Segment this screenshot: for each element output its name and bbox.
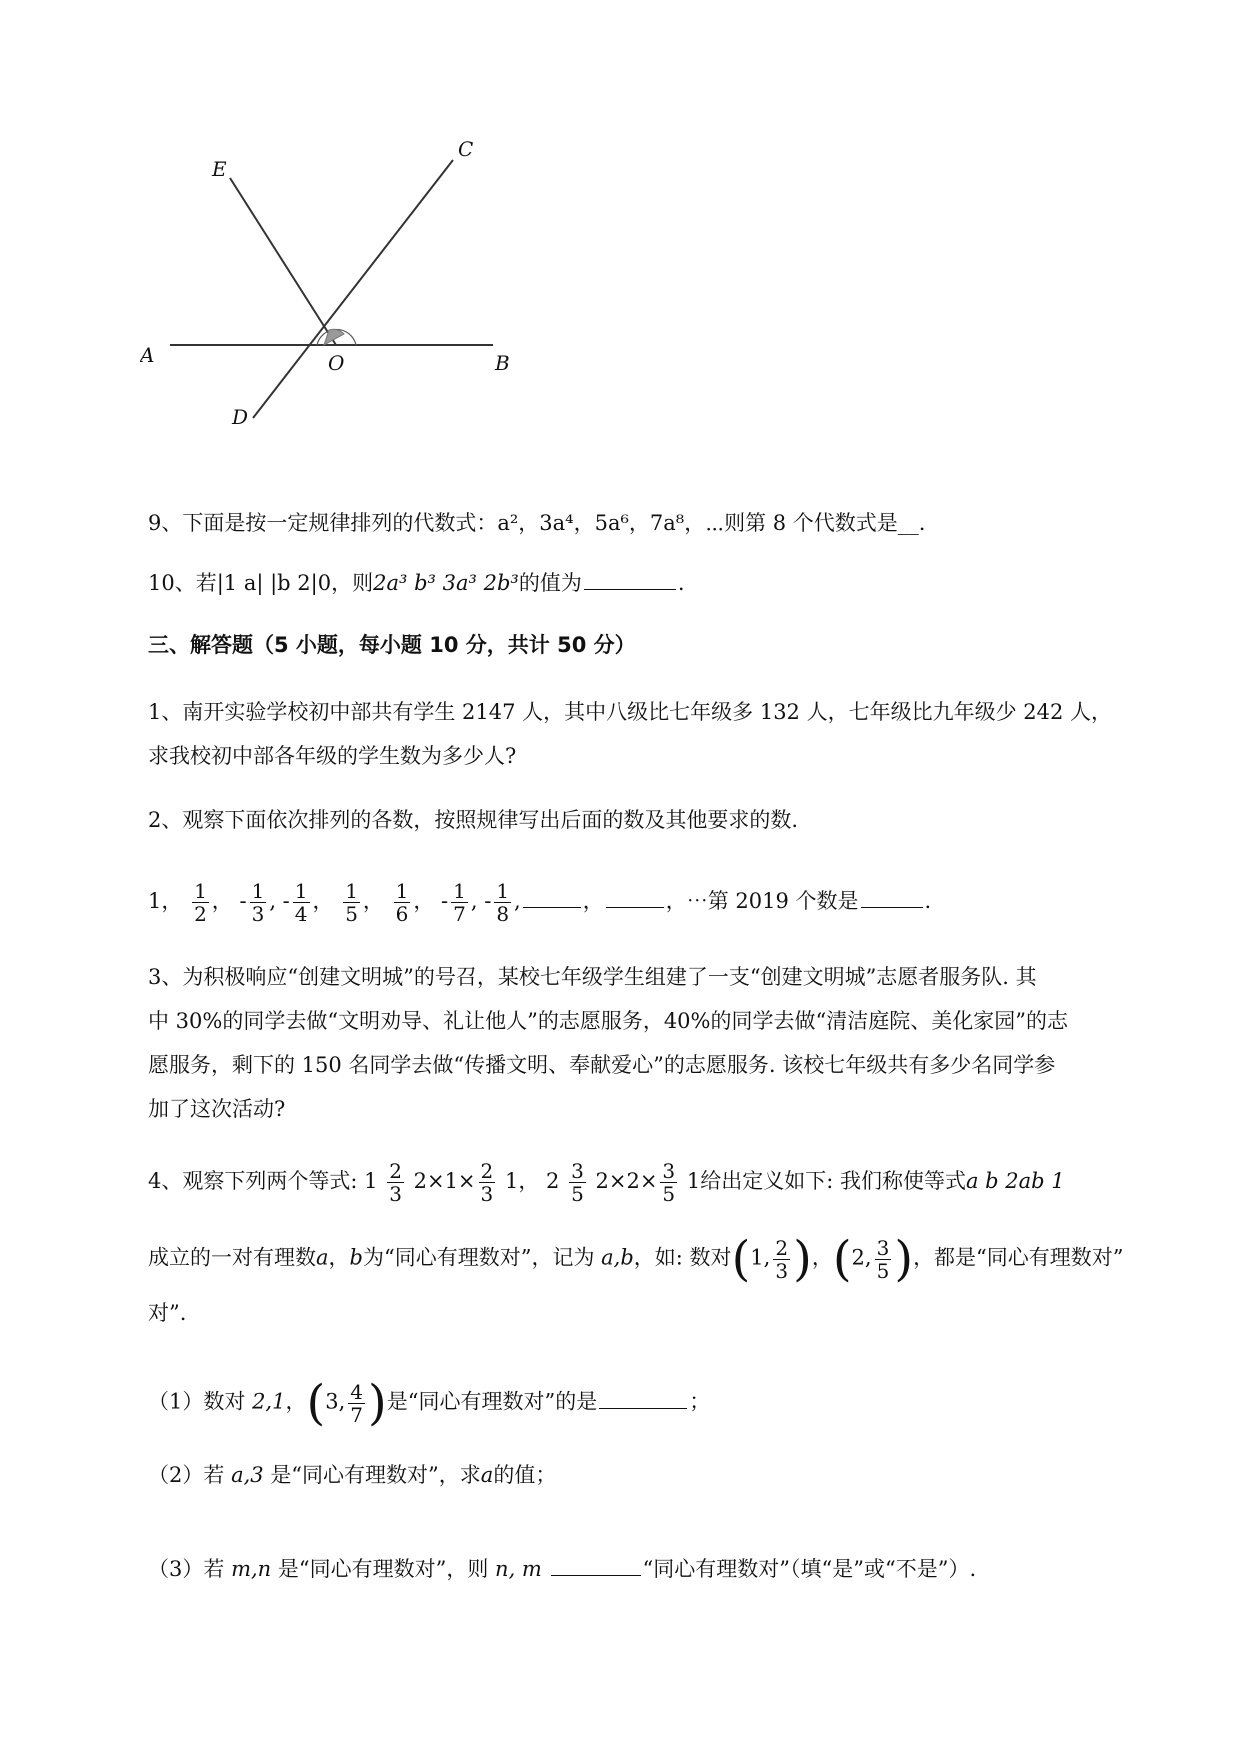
fraction	[773, 1237, 790, 1282]
label-o: O	[328, 351, 345, 375]
denominator: 7	[350, 1402, 363, 1427]
problem-1-line-1	[148, 697, 1112, 727]
problem-2-line-1	[148, 805, 798, 835]
question-10-mid: 0，则	[317, 571, 374, 595]
sub-question-1	[148, 1375, 711, 1431]
problem-3-text-4: 加了这次活动?	[148, 1097, 286, 1121]
equation-2-rhs: 2×2×	[595, 1169, 658, 1193]
answer-blank[interactable]	[599, 1388, 687, 1409]
problem-3-line-3	[148, 1050, 1055, 1080]
question-10-suffix: 的值为	[518, 571, 582, 595]
numerator: 1	[496, 879, 510, 903]
pair-value: m,n	[231, 1557, 272, 1581]
equation-2-lhs: 2	[546, 1169, 560, 1193]
text: ；	[689, 1389, 711, 1414]
pair-value: a,3	[231, 1463, 264, 1487]
label-b: B	[495, 351, 510, 375]
sub-question-2	[148, 1460, 556, 1490]
text: ，如: 数对	[633, 1245, 732, 1270]
problem-3-line-1	[148, 962, 1037, 992]
numerator: 2	[389, 1159, 402, 1183]
variable-a: a	[316, 1245, 329, 1270]
numerator: 3	[571, 1159, 584, 1183]
problem-1-line-2	[148, 741, 516, 771]
problem-4-line-3	[148, 1298, 186, 1328]
variable-b: b	[349, 1245, 363, 1270]
fraction	[394, 880, 411, 925]
denominator: 8	[496, 902, 510, 926]
angle-figure	[140, 130, 520, 430]
denominator: 3	[480, 1182, 494, 1206]
denominator: 5	[876, 1258, 890, 1283]
text: ，	[285, 1389, 307, 1414]
numerator: 1	[251, 879, 265, 903]
pair-value: 2,1	[252, 1389, 286, 1414]
text: 对”.	[148, 1301, 187, 1325]
pair-value: 1,	[750, 1245, 771, 1270]
numerator: 1	[294, 879, 308, 903]
denominator: 5	[571, 1182, 584, 1206]
text: 是“同心有理数对”，求	[270, 1463, 481, 1487]
equation-1-end: 1，	[504, 1169, 540, 1193]
sub-question-3	[148, 1554, 976, 1584]
fraction	[192, 880, 209, 925]
denominator: 7	[453, 902, 466, 926]
problem-3-text-3: 愿服务，剩下的 150 名同学去做“传播文明、奉献爱心”的志愿服务. 该校七年级共有多少名同学参	[148, 1053, 1056, 1077]
text: ，	[328, 1245, 350, 1270]
question-9-text: 9、下面是按一定规律排列的代数式：a²，3a⁴，5a⁶，7a⁸，⋯则第 8 个代数式是__.	[148, 511, 926, 535]
numerator: 1	[395, 879, 409, 903]
variable-a: a	[480, 1463, 494, 1487]
problem-2-text-1: 2、观察下面依次排列的各数，按照规律写出后面的数及其他要求的数.	[148, 808, 799, 832]
numerator: 1	[345, 879, 358, 903]
pair-ab: a,b	[601, 1245, 634, 1270]
question-10-expr: 2a³ b³ 3a³ 2b³	[373, 571, 519, 595]
answer-blank[interactable]	[861, 887, 923, 908]
text: 成立的一对有理数	[148, 1245, 316, 1270]
problem-2-sequence: 1， $\frac{1}{2}$ ， - $\frac{1}{3}$ , - $\frac{1}{4}$ ， $\frac{1}{5}$ ， $\frac{1}{6}$ ， - $\frac{1}{7}$ , - $\frac{1}{8}$ , ， ，⋯第 2019 个数是 .	[148, 879, 932, 926]
sequence-tail: ⋯第 2019 个数是	[686, 889, 859, 913]
question-9	[148, 508, 925, 538]
numerator: 2	[480, 1159, 494, 1183]
problem-4-line-1	[148, 1160, 1065, 1205]
definition-text: 1给出定义如下: 我们称使等式	[686, 1169, 966, 1193]
question-10-prefix: 10、若|1 a| |b 2|	[148, 571, 318, 595]
equation-1-lhs: 1	[364, 1169, 378, 1193]
problem-4-line-2	[148, 1231, 1124, 1287]
denominator: 2	[194, 902, 207, 926]
text: 的值；	[493, 1463, 557, 1487]
text: （3）若	[148, 1557, 225, 1581]
fraction	[343, 880, 360, 925]
problem-3-text-2: 中 30%的同学去做“文明劝导、礼让他人”的志愿服务，40%的同学去做“清洁庭院、美化家园”的志	[148, 1009, 1068, 1033]
text: 是“同心有理数对”的是	[386, 1389, 598, 1414]
problem-3-line-2	[148, 1006, 1068, 1036]
left-paren: (	[832, 1231, 852, 1287]
line-cd	[253, 160, 453, 418]
sequence-start: 1，	[148, 889, 183, 913]
numerator: 1	[194, 879, 207, 903]
denominator: 4	[294, 902, 308, 926]
equation-1-rhs: 2×1×	[413, 1169, 476, 1193]
fraction	[387, 1160, 404, 1205]
left-paren: (	[731, 1231, 751, 1287]
fraction	[875, 1237, 892, 1282]
numerator: 3	[876, 1235, 890, 1260]
label-d: D	[232, 405, 249, 429]
fraction	[348, 1381, 365, 1426]
right-paren: )	[793, 1231, 812, 1287]
fraction	[250, 880, 267, 925]
text: ，都是“同心有理数对”	[913, 1245, 1124, 1270]
text: 是“同心有理数对”，则	[277, 1557, 489, 1581]
question-10-end: .	[677, 571, 685, 595]
text: ，	[811, 1245, 833, 1270]
fraction	[660, 1160, 677, 1205]
label-e: E	[212, 157, 227, 181]
denominator: 3	[389, 1182, 402, 1206]
sequence-end: .	[924, 889, 932, 913]
denominator: 3	[251, 902, 265, 926]
label-c: C	[458, 137, 474, 161]
denominator: 3	[775, 1258, 789, 1283]
fraction	[293, 880, 310, 925]
pair-value: n, m	[495, 1557, 542, 1581]
answer-blank[interactable]	[606, 887, 664, 908]
problem-4-intro: 4、观察下列两个等式:	[148, 1169, 358, 1193]
text: （2）若	[148, 1463, 225, 1487]
right-paren: )	[367, 1375, 387, 1431]
denominator: 5	[345, 902, 358, 926]
pair-value: 3,	[325, 1389, 346, 1414]
problem-3-text-1: 3、为积极响应“创建文明城”的号召，某校七年级学生组建了一支“创建文明城”志愿者服务队. 其	[148, 965, 1037, 989]
answer-blank[interactable]	[551, 1555, 641, 1576]
left-paren: (	[306, 1375, 326, 1431]
section-heading	[148, 630, 636, 660]
numerator: 3	[662, 1159, 676, 1183]
fraction	[494, 880, 511, 925]
text: “同心有理数对”（填“是”或“不是”）.	[642, 1557, 977, 1581]
answer-blank[interactable]	[523, 887, 581, 908]
section-heading-text: 三、解答题（5 小题，每小题 10 分，共计 50 分）	[148, 633, 636, 657]
problem-3-line-4	[148, 1094, 285, 1124]
text: （1）数对	[148, 1389, 246, 1414]
answer-blank[interactable]	[584, 569, 676, 590]
ray-oe	[230, 178, 336, 345]
definition-formula: a b 2ab 1	[965, 1169, 1065, 1193]
problem-1-text-1: 1、南开实验学校初中部共有学生 2147 人，其中八级比七年级多 132 人，七年级比九年级少 242 人，	[148, 700, 1113, 724]
question-10	[148, 568, 685, 598]
text: 为“同心有理数对”，记为	[362, 1245, 595, 1270]
label-a: A	[140, 343, 155, 367]
numerator: 2	[775, 1235, 789, 1260]
fraction	[451, 880, 468, 925]
problem-1-text-2: 求我校初中部各年级的学生数为多少人?	[148, 744, 517, 768]
fraction	[479, 1160, 496, 1205]
fraction	[569, 1160, 586, 1205]
right-paren: )	[894, 1231, 914, 1287]
numerator: 1	[453, 879, 466, 903]
numerator: 4	[350, 1379, 363, 1404]
pair-value: 2,	[851, 1245, 872, 1270]
denominator: 6	[395, 902, 409, 926]
denominator: 5	[662, 1182, 676, 1206]
